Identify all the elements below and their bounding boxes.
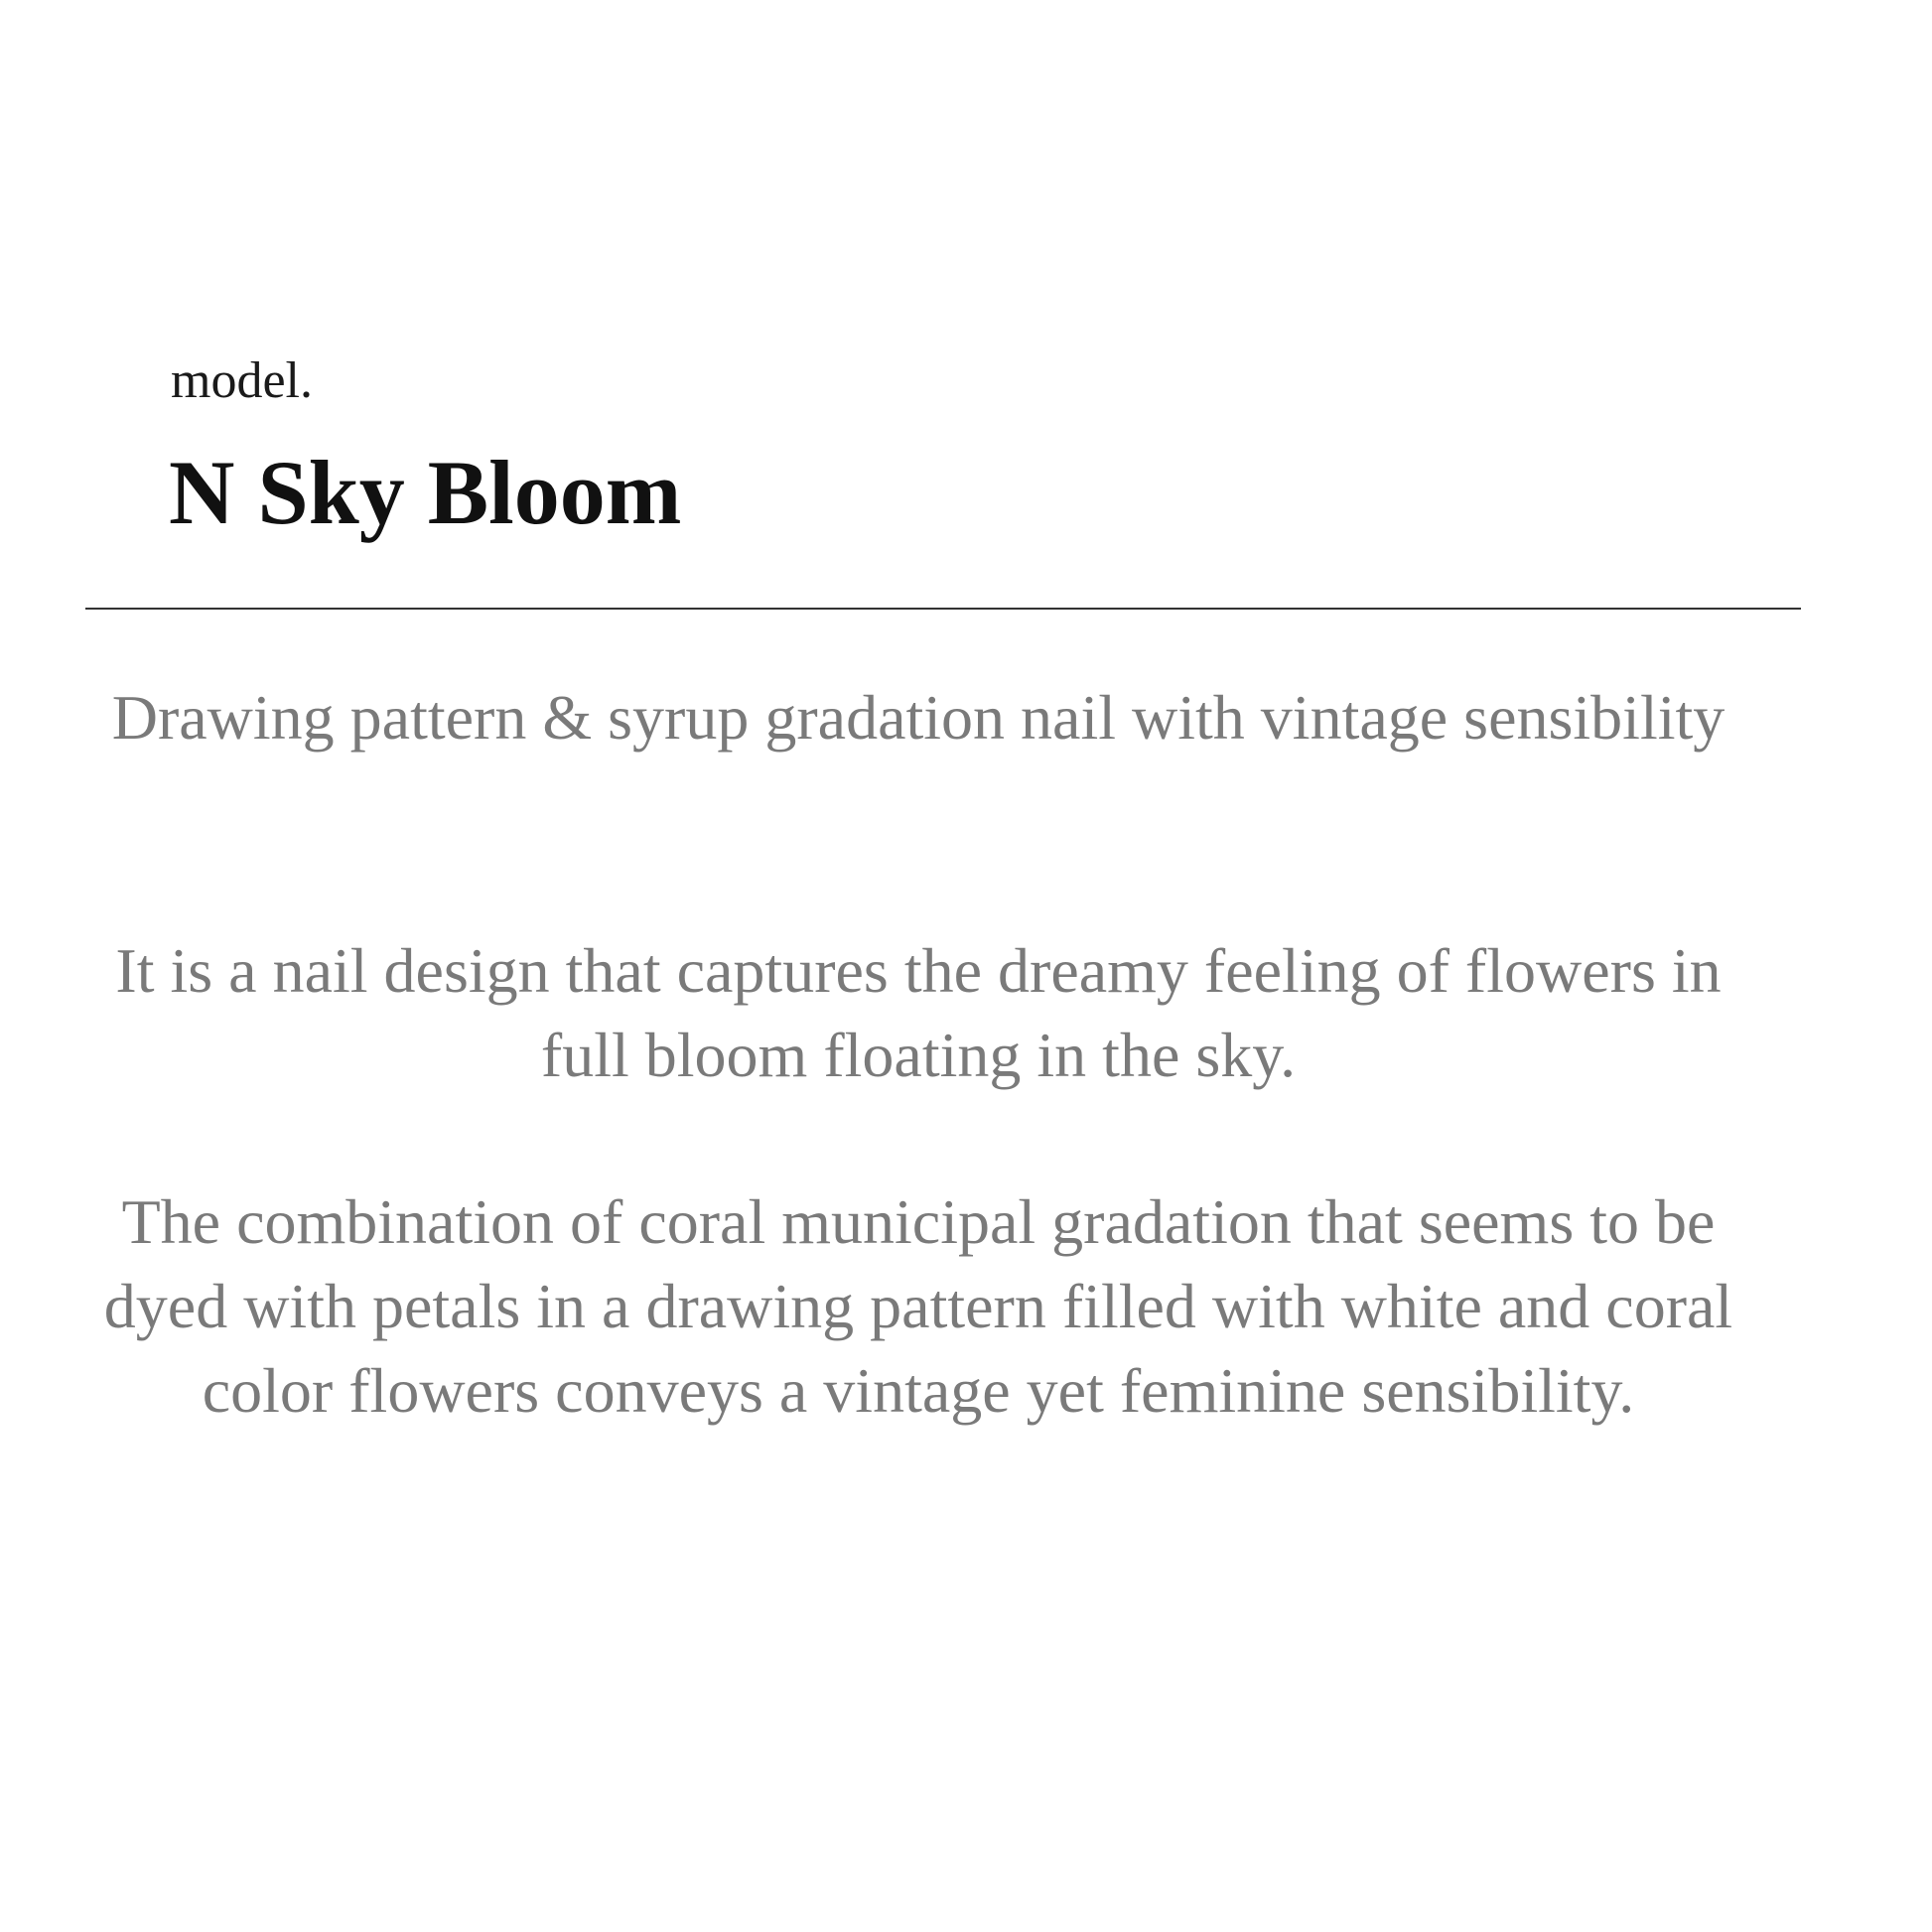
product-title: N Sky Bloom [169, 442, 682, 543]
model-label: model. [171, 352, 313, 409]
divider [85, 608, 1801, 610]
description-paragraph: Drawing pattern & syrup gradation nail with vintage sensibility [111, 682, 1725, 753]
description-paragraph: The combination of coral municipal gradation that seems to be dyed with petals in a drawing pattern filled with white and coral color flowers conveys a vintage yet feminine sensibility. [103, 1186, 1733, 1426]
description-paragraph: It is a nail design that captures the dreamy feeling of flowers in full bloom floating in the sky. [115, 935, 1722, 1090]
